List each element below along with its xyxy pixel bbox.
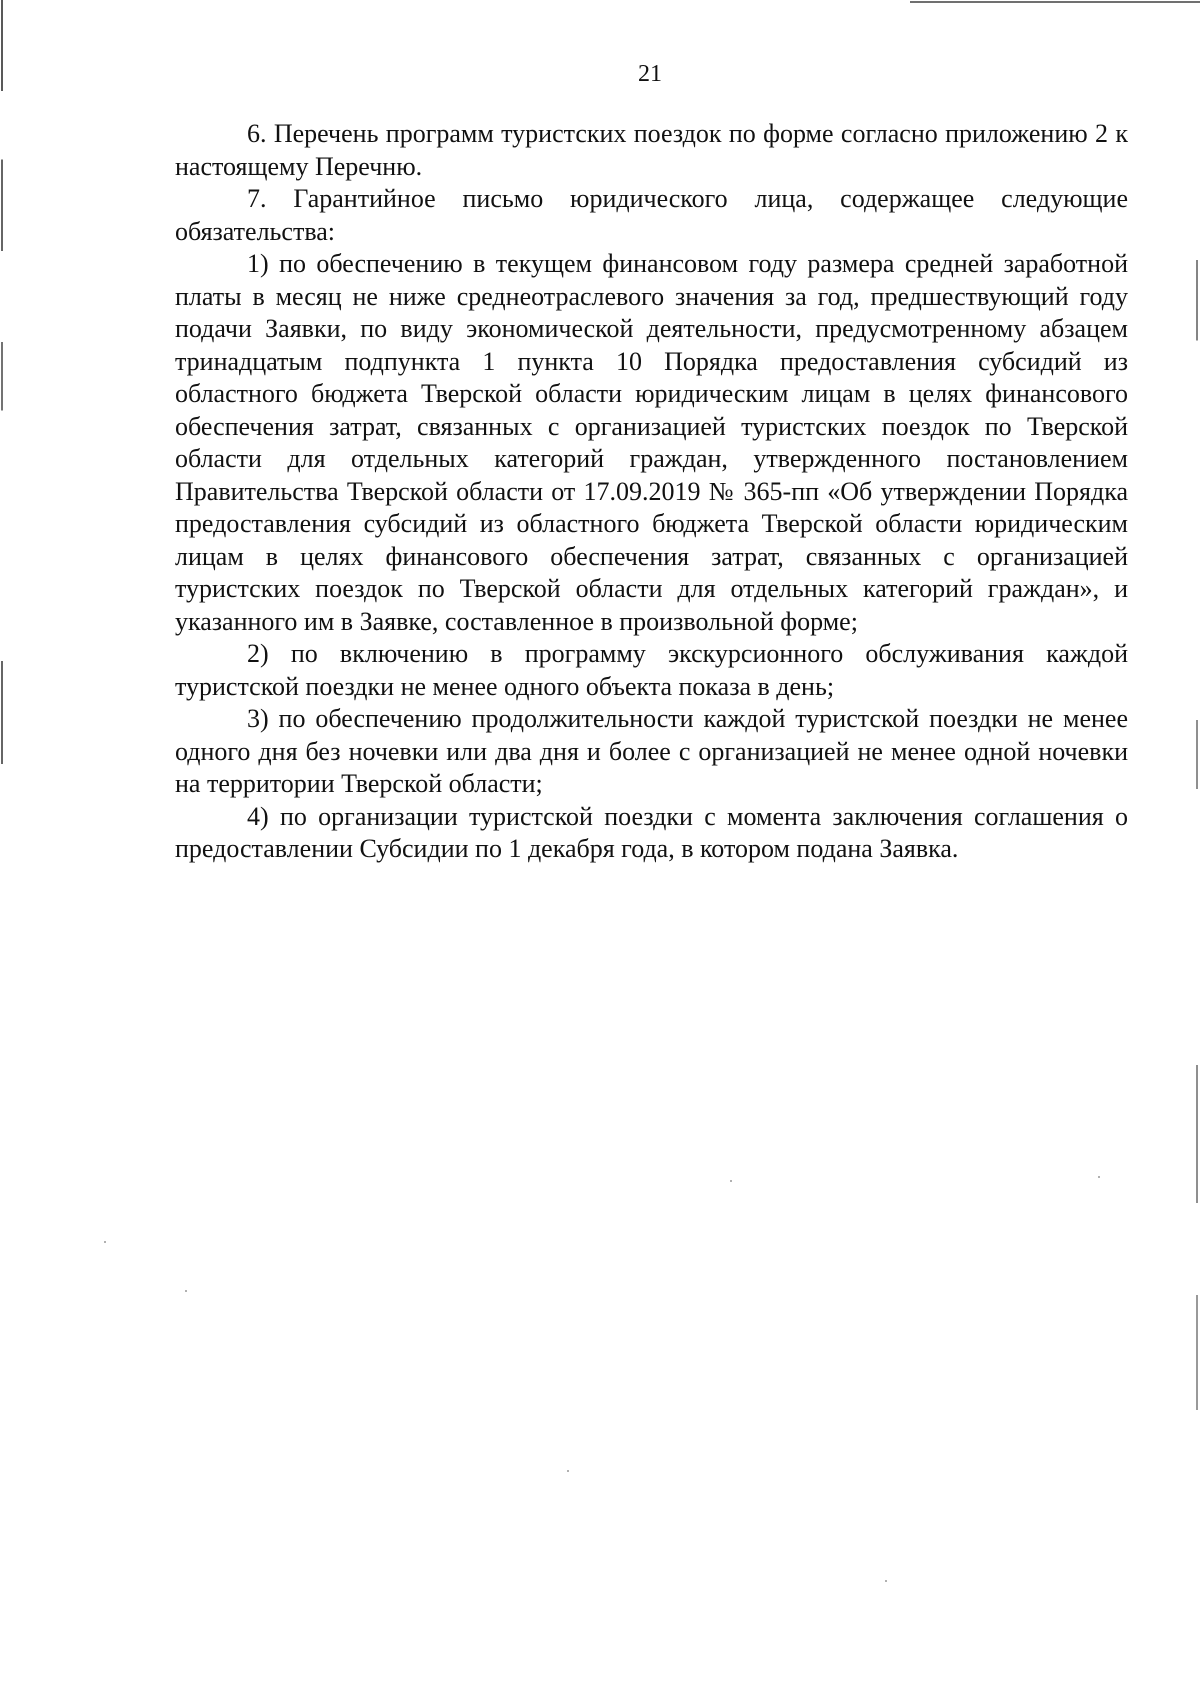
scan-edge-left [1, 0, 3, 1140]
paragraph-subitem-3: 3) по обеспечению продолжительности каждой туристской поездки не менее одного дня без ночевки или два дня и более с организацией не менее одной ночевки на территории Тверской области; [175, 704, 1128, 798]
scan-speck [1098, 1176, 1100, 1178]
scan-speck [567, 1470, 569, 1472]
paragraph-item-6: 6. Перечень программ туристских поездок по форме согласно приложению 2 к настоящему Перечню. [175, 119, 1128, 181]
scan-speck [885, 1580, 887, 1582]
scan-speck [730, 1180, 732, 1182]
scan-speck [185, 1290, 187, 1292]
paragraph-subitem-4: 4) по организации туристской поездки с момента заключения соглашения о предоставлении Субсидии по 1 декабря года, в котором подана Заявка. [175, 801, 1128, 863]
paragraph-item-7: 7. Гарантийное письмо юридического лица, содержащее следующие обязательства: [175, 184, 1128, 246]
document-body [175, 118, 1128, 866]
scan-edge-right [1196, 260, 1198, 1410]
paragraph-subitem-1: 1) по обеспечению в текущем финансовом году размера средней заработной платы в месяц не ниже среднеотраслевого значения за год, предшествующий году подачи Заявки, по виду экономической деятельности, предусмотренному абзацем тринадцатым подпункта 1 пункта 10 Порядка предоставления субсидий из областного бюджета Тверской области юридическим лицам в целях финансового обеспечения затрат, связанных с организацией туристских поездок по Тверской области для отдельных категорий граждан, утвержденного постановлением Правительства Тверской области от 17.09.2019 № 365-пп «Об утверждении Порядка предоставления субсидий из областного бюджета Тверской области юридическим лицам в целях финансового обеспечения затрат, связанных с организацией туристских поездок по Тверской области для отдельных категорий граждан», и указанного им в Заявке, составленное в произвольной форме; [175, 249, 1128, 636]
scan-speck [104, 1241, 106, 1243]
scan-edge-top [910, 1, 1200, 3]
paragraph-subitem-2: 2) по включению в программу экскурсионного обслуживания каждой туристской поездки не менее одного объекта показа в день; [175, 639, 1128, 701]
page-number: 21 [638, 61, 662, 87]
